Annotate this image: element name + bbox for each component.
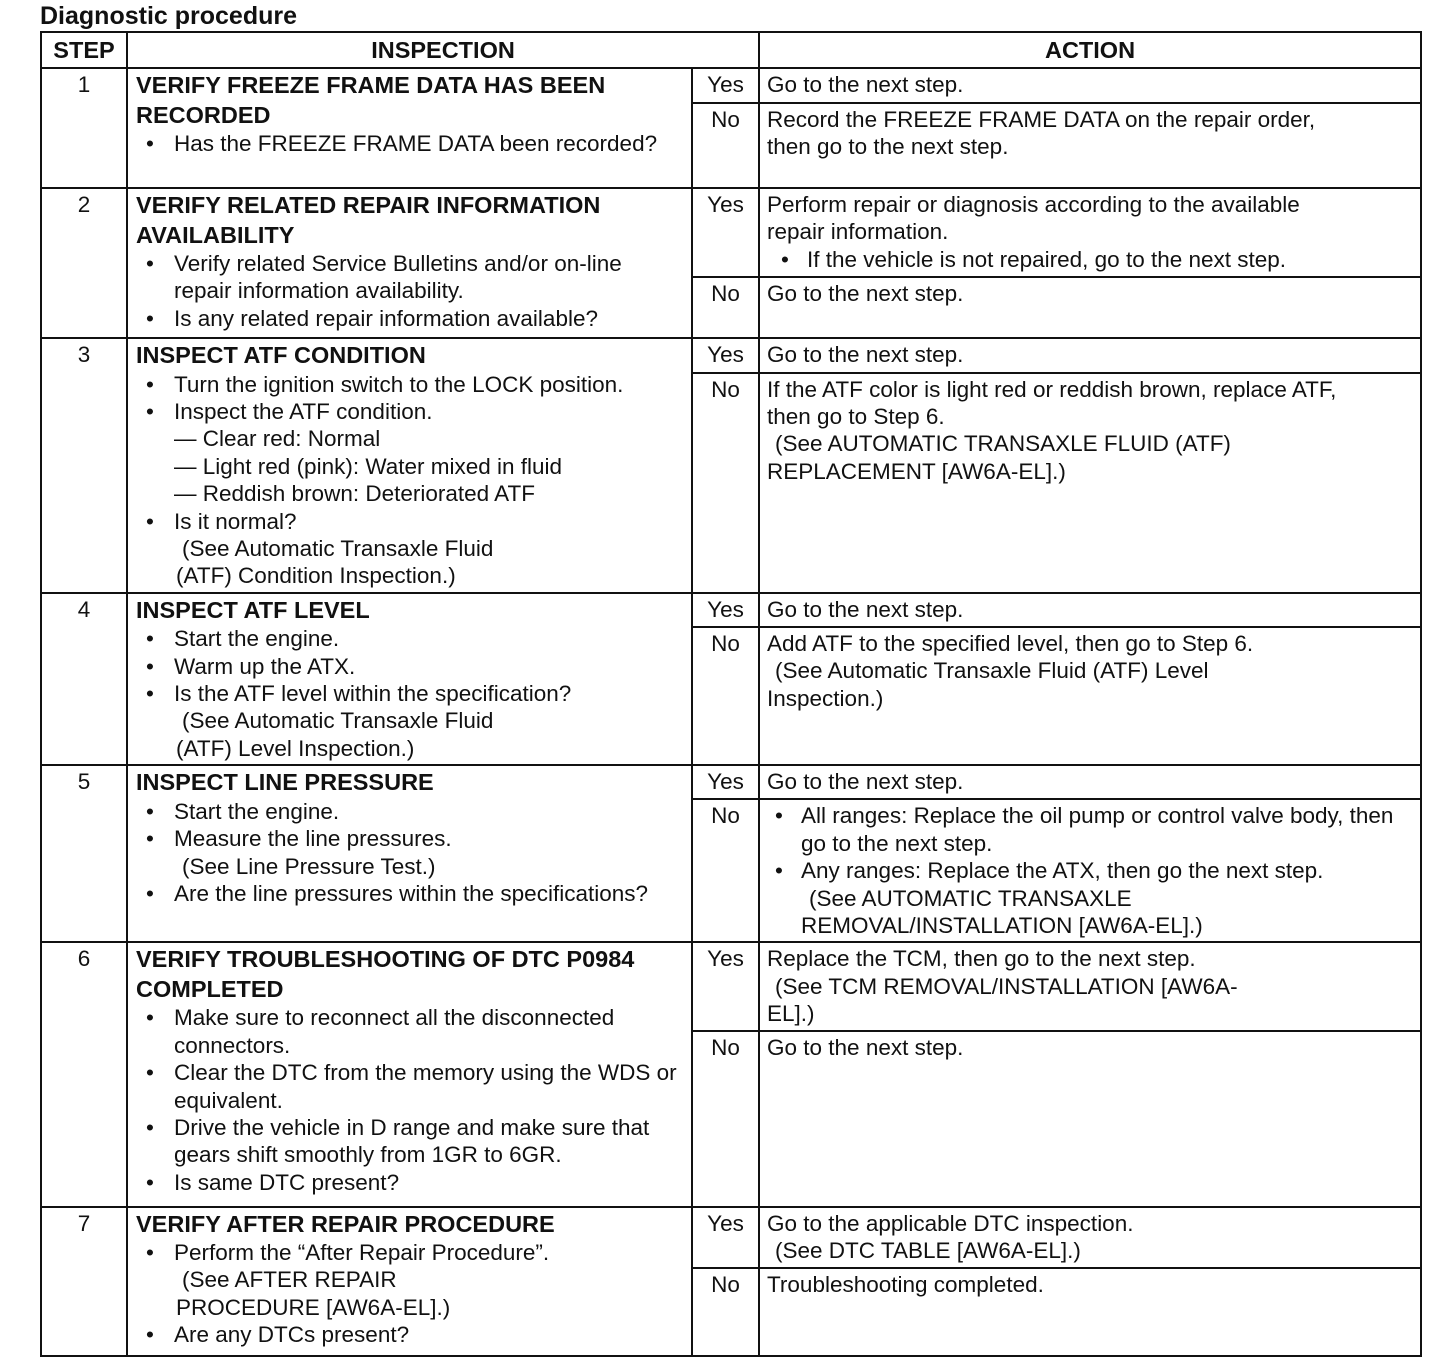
page-title: Diagnostic procedure: [40, 2, 297, 30]
see-line: REMOVAL/INSTALLATION [AW6A-EL].): [801, 912, 1203, 938]
no-label: No: [692, 103, 759, 188]
step-number: 2: [41, 188, 127, 338]
inspection-title: VERIFY FREEZE FRAME DATA HAS BEEN: [136, 72, 606, 98]
inspection-title: VERIFY TROUBLESHOOTING OF DTC P0984: [136, 946, 635, 973]
header-step: STEP: [41, 32, 127, 68]
condition-item: — Clear red: Normal: [174, 426, 381, 452]
yes-label: Yes: [692, 942, 759, 1030]
inspection-bullet: • Is the ATF level within the specification?: [174, 680, 683, 707]
action-line: (See AUTOMATIC TRANSAXLE FLUID (ATF): [775, 431, 1231, 457]
inspection-title: VERIFY AFTER REPAIR PROCEDURE: [136, 1210, 555, 1237]
yes-action: [759, 593, 1421, 627]
inspection-bullet: • Is it normal?: [174, 508, 683, 535]
inspection-bullet: • Has the FREEZE FRAME DATA been recorded?: [174, 130, 683, 157]
inspection-bullet: • Turn the ignition switch to the LOCK position.: [174, 371, 683, 398]
inspection-bullet: • Warm up the ATX.: [174, 653, 683, 680]
inspection-title: RECORDED: [136, 101, 271, 128]
see-line: (See AUTOMATIC TRANSAXLE: [809, 885, 1132, 911]
inspection-bullets: [136, 508, 683, 535]
no-action: [759, 373, 1421, 593]
condition-item: — Light red (pink): Water mixed in fluid: [174, 453, 563, 479]
no-action: [759, 1031, 1421, 1207]
table-row: [41, 765, 1421, 799]
condition-item: — Reddish brown: Deteriorated ATF: [174, 481, 535, 507]
action-line: (See DTC TABLE [AW6A-EL].): [775, 1237, 1081, 1263]
inspection-bullet: • Measure the line pressures.: [174, 825, 683, 852]
yes-label: Yes: [692, 68, 759, 103]
see-reference: [767, 885, 1413, 940]
inspection-title: INSPECT ATF CONDITION: [136, 342, 426, 368]
action-bullet: • All ranges: Replace the oil pump or control valve body, then go to the next step.: [801, 802, 1413, 857]
see-line: (ATF) Condition Inspection.): [176, 563, 456, 589]
header-inspection: INSPECTION: [127, 32, 759, 68]
action-line: then go to the next step.: [767, 134, 1009, 160]
inspection-title: VERIFY RELATED REPAIR INFORMATION: [136, 192, 601, 218]
step-number: 7: [41, 1207, 127, 1356]
no-label: No: [692, 627, 759, 765]
inspection-title: COMPLETED: [136, 975, 284, 1002]
inspection-bullet: • Start the engine.: [174, 625, 683, 652]
action-line: Go to the applicable DTC inspection.: [767, 1210, 1134, 1236]
inspection-bullets: [136, 625, 683, 707]
step-number: 4: [41, 593, 127, 766]
table-row: [41, 188, 1421, 277]
inspection-cell: [127, 68, 692, 188]
table-row: [41, 338, 1421, 373]
yes-label: Yes: [692, 1207, 759, 1268]
action-line: Perform repair or diagnosis according to the available: [767, 192, 1300, 217]
see-reference: [136, 535, 683, 590]
no-label: No: [692, 277, 759, 338]
action-line: REPLACEMENT [AW6A-EL].): [767, 458, 1066, 484]
no-action: [759, 627, 1421, 765]
inspection-bullet: • Is same DTC present?: [174, 1169, 683, 1196]
inspection-bullets: [136, 250, 683, 332]
no-action: [759, 1268, 1421, 1356]
yes-label: Yes: [692, 765, 759, 799]
yes-label: Yes: [692, 338, 759, 373]
inspection-cell: [127, 188, 692, 338]
inspection-title: INSPECT LINE PRESSURE: [136, 769, 434, 796]
action-line: If the ATF color is light red or reddish brown, replace ATF,: [767, 376, 1337, 402]
action-bullets: [767, 802, 1413, 884]
action-line: Inspection.): [767, 685, 884, 711]
step-number: 6: [41, 942, 127, 1206]
inspection-title: AVAILABILITY: [136, 221, 295, 248]
inspection-bullet: • Inspect the ATF condition.: [174, 398, 683, 425]
step-number: 3: [41, 338, 127, 593]
inspection-title: INSPECT ATF LEVEL: [136, 596, 370, 623]
action-bullet: • If the vehicle is not repaired, go to the next step.: [807, 246, 1413, 273]
no-action: [759, 103, 1421, 188]
action-line: (See TCM REMOVAL/INSTALLATION [AW6A-: [775, 973, 1238, 999]
table-row: [41, 68, 1421, 103]
see-reference: [136, 1266, 683, 1321]
inspection-bullet: • Verify related Service Bulletins and/or on-line repair information availability.: [174, 250, 683, 305]
inspection-bullet: • Clear the DTC from the memory using the WDS or equivalent.: [174, 1059, 683, 1114]
action-bullet: • Any ranges: Replace the ATX, then go the next step.: [801, 857, 1413, 884]
inspection-bullets: [136, 1321, 683, 1348]
action-line: Go to the next step.: [767, 769, 964, 795]
no-action: [759, 277, 1421, 338]
inspection-bullets: [136, 1004, 683, 1196]
action-line: Go to the next step.: [767, 342, 964, 367]
yes-action: [759, 338, 1421, 373]
inspection-bullets: [136, 130, 683, 157]
no-label: No: [692, 1031, 759, 1207]
yes-action: [759, 1207, 1421, 1268]
action-line: (See Automatic Transaxle Fluid (ATF) Level: [775, 658, 1209, 684]
yes-action: [759, 942, 1421, 1030]
see-line: (See Automatic Transaxle Fluid: [182, 708, 494, 734]
inspection-bullet: • Drive the vehicle in D range and make sure that gears shift smoothly from 1GR to 6GR.: [174, 1114, 683, 1169]
see-reference: [136, 853, 683, 880]
table-row: [41, 942, 1421, 1030]
action-line: Go to the next step.: [767, 281, 964, 306]
no-label: No: [692, 373, 759, 593]
inspection-bullets: [136, 798, 683, 853]
inspection-bullet: • Is any related repair information available?: [174, 305, 683, 332]
inspection-bullet: • Make sure to reconnect all the disconnected connectors.: [174, 1004, 683, 1059]
action-line: EL].): [767, 1001, 815, 1027]
no-label: No: [692, 1268, 759, 1356]
action-line: Go to the next step.: [767, 72, 964, 97]
action-line: Troubleshooting completed.: [767, 1271, 1044, 1297]
see-line: (See Automatic Transaxle Fluid: [182, 535, 494, 561]
table-row: [41, 593, 1421, 627]
inspection-cell: [127, 765, 692, 942]
action-line: Go to the next step.: [767, 1034, 964, 1060]
inspection-cell: [127, 1207, 692, 1356]
inspection-cell: [127, 338, 692, 593]
inspection-bullet: • Are any DTCs present?: [174, 1321, 683, 1348]
inspection-bullet: • Start the engine.: [174, 798, 683, 825]
action-line: repair information.: [767, 219, 949, 245]
see-reference: [136, 707, 683, 762]
yes-label: Yes: [692, 188, 759, 277]
inspection-bullets: [136, 880, 683, 907]
inspection-bullets: [136, 371, 683, 426]
yes-action: [759, 68, 1421, 103]
no-label: No: [692, 799, 759, 942]
action-line: Replace the TCM, then go to the next step.: [767, 946, 1196, 972]
yes-action: [759, 188, 1421, 277]
header-action: ACTION: [759, 32, 1421, 68]
action-line: then go to Step 6.: [767, 403, 945, 429]
action-line: Go to the next step.: [767, 596, 964, 622]
inspection-bullets: [136, 1239, 683, 1266]
inspection-bullet: • Perform the “After Repair Procedure”.: [174, 1239, 683, 1266]
action-line: Record the FREEZE FRAME DATA on the repair order,: [767, 107, 1316, 132]
see-line: (See AFTER REPAIR: [182, 1267, 397, 1293]
inspection-cell: [127, 942, 692, 1206]
yes-label: Yes: [692, 593, 759, 627]
step-number: 5: [41, 765, 127, 942]
no-action: [759, 799, 1421, 942]
diagnostic-table: [40, 31, 1422, 1357]
inspection-cell: [127, 593, 692, 766]
header-row: [41, 32, 1421, 68]
yes-action: [759, 765, 1421, 799]
table-row: [41, 1207, 1421, 1268]
see-line: PROCEDURE [AW6A-EL].): [176, 1294, 451, 1320]
action-line: Add ATF to the specified level, then go to Step 6.: [767, 630, 1254, 656]
see-line: (ATF) Level Inspection.): [176, 735, 415, 761]
step-number: 1: [41, 68, 127, 188]
action-bullets: [767, 246, 1413, 273]
inspection-bullet: • Are the line pressures within the specifications?: [174, 880, 683, 907]
see-line: (See Line Pressure Test.): [182, 853, 436, 879]
condition-list: [136, 425, 683, 507]
